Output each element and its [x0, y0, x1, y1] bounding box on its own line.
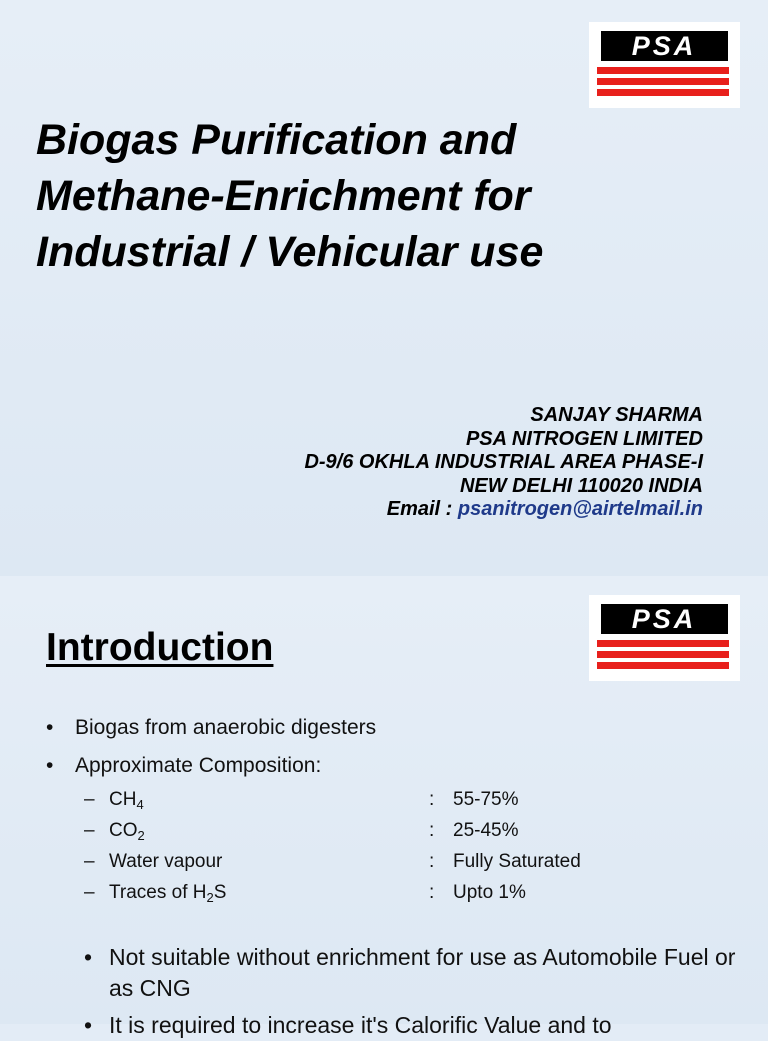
- dash-icon: –: [84, 882, 95, 903]
- dash-icon: –: [84, 789, 95, 810]
- psa-logo: [589, 595, 740, 681]
- psa-logo: [589, 22, 740, 108]
- separator: :: [429, 882, 435, 903]
- psa-logo-text: PSA: [631, 31, 697, 61]
- bullet-text: It is required to increase it's Calorific Value and to: [109, 1012, 612, 1038]
- composition-row: [84, 820, 519, 843]
- section-heading: Introduction: [46, 626, 274, 669]
- component-name: [109, 789, 429, 812]
- separator: :: [429, 820, 435, 841]
- component-value: Upto 1%: [453, 882, 526, 903]
- component-subscript: 2: [137, 828, 145, 843]
- title-line-1: Biogas Purification and: [36, 116, 517, 164]
- bullet-text: Not suitable without enrichment for use as Automobile Fuel or as CNG: [109, 944, 736, 1001]
- dash-icon: –: [84, 851, 95, 872]
- component-value: 25-45%: [453, 820, 519, 841]
- author-email-line: [304, 498, 703, 522]
- component-subscript: 4: [136, 797, 144, 812]
- author-info: [304, 404, 703, 522]
- composition-row: [84, 789, 519, 812]
- author-company: PSA NITROGEN LIMITED: [465, 427, 703, 450]
- component-name: [109, 820, 429, 843]
- email-label: Email :: [386, 498, 458, 520]
- psa-logo-graphic: [589, 22, 740, 108]
- list-item: [84, 942, 744, 1004]
- composition-row: [84, 882, 526, 905]
- component-prefix: CO: [109, 820, 138, 841]
- email-link[interactable]: psanitrogen@airtelmail.in: [457, 498, 703, 520]
- author-city: NEW DELHI 110020 INDIA: [459, 474, 703, 497]
- composition-row: [84, 851, 581, 873]
- component-name: [109, 882, 429, 905]
- component-value: Fully Saturated: [453, 851, 581, 872]
- component-name: [109, 851, 429, 873]
- presentation-title: [36, 112, 676, 280]
- psa-logo-graphic: [589, 595, 740, 681]
- list-item: [46, 754, 321, 778]
- title-line-3: Industrial / Vehicular use: [36, 228, 544, 276]
- psa-logo-text: PSA: [631, 604, 697, 634]
- component-prefix: Traces of H: [109, 882, 207, 903]
- component-suffix: S: [213, 882, 227, 903]
- bullet-dot-icon: •: [84, 1012, 93, 1038]
- author-name: SANJAY SHARMA: [530, 404, 703, 426]
- author-address: D-9/6 OKHLA INDUSTRIAL AREA PHASE-I: [304, 451, 703, 473]
- list-item: [84, 1010, 744, 1041]
- component-prefix: Water vapour: [109, 851, 223, 872]
- component-value: 55-75%: [453, 789, 519, 810]
- title-line-2: Methane-Enrichment for: [36, 172, 531, 220]
- bullet-text: Approximate Composition:: [75, 754, 322, 777]
- separator: :: [429, 789, 435, 810]
- bullet-dot-icon: •: [46, 716, 54, 739]
- bullet-dot-icon: •: [84, 944, 93, 970]
- list-item: [46, 716, 376, 740]
- bullet-text: Biogas from anaerobic digesters: [75, 716, 377, 739]
- component-subscript: 2: [206, 890, 214, 905]
- dash-icon: –: [84, 820, 95, 841]
- separator: :: [429, 851, 435, 872]
- component-prefix: CH: [109, 789, 137, 810]
- bullet-dot-icon: •: [46, 754, 54, 777]
- introduction-slide: [0, 576, 768, 1038]
